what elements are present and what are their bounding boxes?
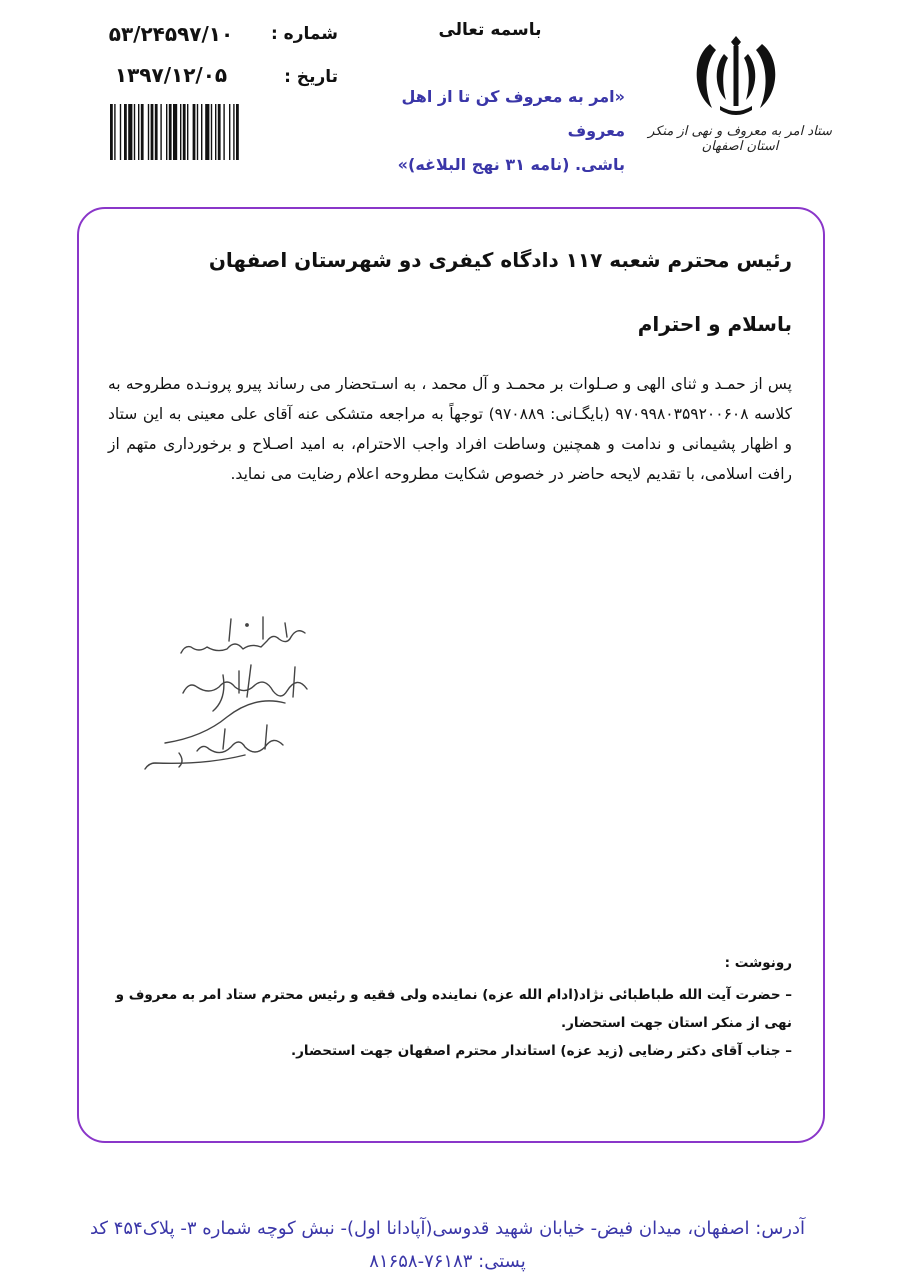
- barcode-bar: [134, 104, 135, 160]
- barcode-bar: [229, 104, 230, 160]
- barcode-bar: [187, 104, 188, 160]
- iran-emblem-icon: [690, 36, 782, 116]
- barcode-bar: [128, 104, 132, 160]
- address-line-1: آدرس: اصفهان، میدان فیض- خیابان شهید قدوسی(آپادانا اول)- نبش کوچه شماره ۳- پلاک۴۵۴ کد: [89, 1218, 806, 1239]
- barcode-bar: [151, 104, 154, 160]
- quote-line-1: «امر به معروف کن تا از اهل معروف: [401, 87, 625, 140]
- barcode-bar: [120, 104, 121, 160]
- barcode-bar: [124, 104, 127, 160]
- barcode-bar: [211, 104, 212, 160]
- recipient-title: رئیس محترم شعبه ۱۱۷ دادگاه کیفری دو شهرستان اصفهان: [208, 248, 792, 272]
- cc-title: رونوشت :: [724, 955, 792, 971]
- barcode-bar: [160, 104, 161, 160]
- barcode-bar: [215, 104, 216, 160]
- barcode-bar: [169, 104, 172, 160]
- barcode-bar: [148, 104, 149, 160]
- footer-address: [60, 1212, 835, 1278]
- barcode-bar: [141, 104, 144, 160]
- date-label: تاریخ :: [284, 67, 338, 87]
- barcode-bar: [166, 104, 167, 160]
- barcode-bar: [197, 104, 198, 160]
- quote-line-2: باشی. (نامه ۳۱ نهج البلاغه)»: [397, 155, 625, 174]
- address-line-2: پستی: ۷۶۱۸۳-۸۱۶۵۸: [369, 1251, 526, 1272]
- letter-number: ۵۳/۲۴۵۹۷/۱۰: [108, 22, 234, 46]
- barcode-bar: [180, 104, 181, 160]
- cc-item: – جناب آقای دکتر رضایی (زید عزه) استاندار محترم اصفهان جهت استحضار.: [291, 1043, 792, 1059]
- number-label: شماره :: [270, 24, 338, 44]
- barcode-bar: [138, 104, 139, 160]
- letter-date: ۱۳۹۷/۱۲/۰۵: [114, 63, 228, 87]
- barcode-bar: [183, 104, 186, 160]
- letter-body: پس از حمـد و ثنای الهی و صـلوات بر محمـد و آل محمد ، به اسـتحضار می رساند پیرو پرونـده مطروحه به کلاسه ۹۷۰۹۹۸۰۳۵۹۲۰۰۶۰۸ (بایگـانی: ۹۷۰۸۸۹) توجهاً به مراجعه متشکی عنه آقای علی معینی به این ستاد و اظهار پشیمانی و ندامت و همچنین وساطت افراد واجب الاحترام، به امید اصـلاح و برخورداری متهم از رافت اسلامی، با تقدیم لایحه حاضر در خصوص شکایت مطروحه اعلام رضایت می نماید.: [108, 375, 793, 483]
- organization-name: ستاد امر به معروف و نهی از منکر استان اصفهان: [648, 124, 832, 154]
- barcode-bar: [233, 104, 234, 160]
- quote: [340, 80, 625, 182]
- basmala: باسمه تعالی: [438, 20, 542, 40]
- barcode-bar: [205, 104, 209, 160]
- barcode-bar: [223, 104, 224, 160]
- handwritten-signature: [135, 605, 325, 795]
- cc-item: – حضرت آیت الله طباطبائی نژاد(ادام الله عزه) نماینده ولی فقیه و رئیس محترم ستاد امر به معروف و نهی از منکر استان جهت استحضار.: [115, 987, 792, 1031]
- barcode-bar: [218, 104, 221, 160]
- barcode-bar: [110, 104, 113, 160]
- barcode-bar: [201, 104, 202, 160]
- greeting: باسلام و احترام: [637, 312, 792, 336]
- barcode-bar: [114, 104, 115, 160]
- barcode-bar: [236, 104, 239, 160]
- barcode-bar: [193, 104, 196, 160]
- barcode-icon: [108, 104, 288, 160]
- barcode-bar: [155, 104, 158, 160]
- barcode-bar: [173, 104, 177, 160]
